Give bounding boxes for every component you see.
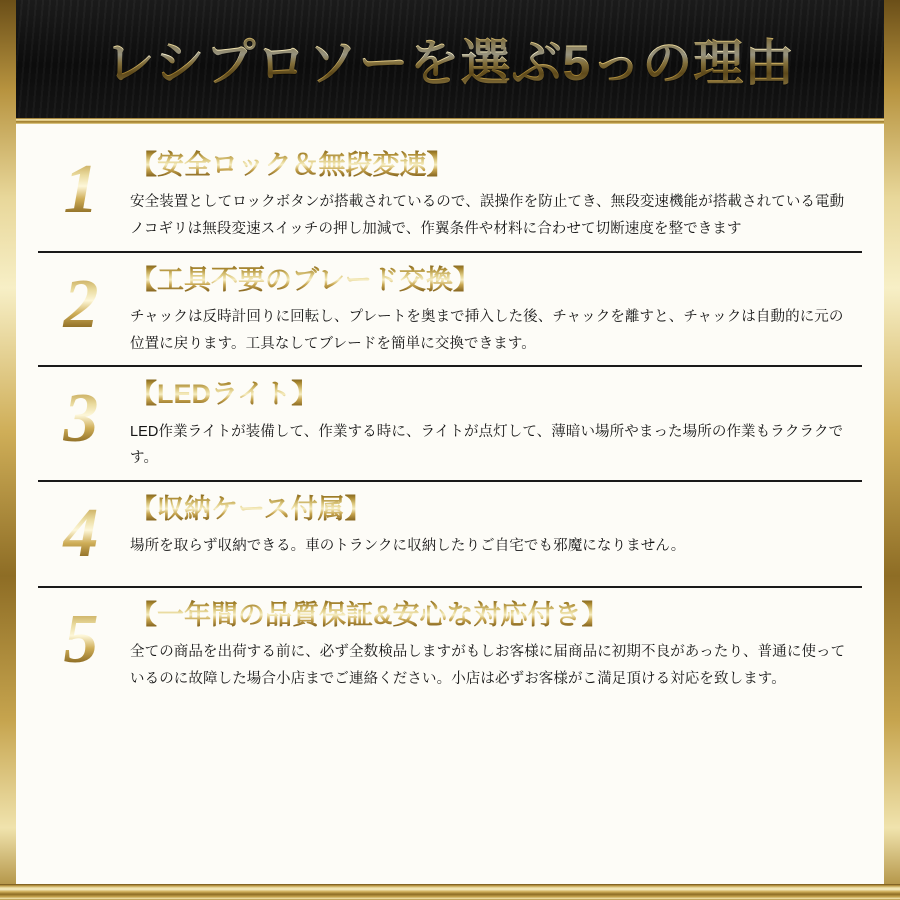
- reason-body: [124, 592, 858, 693]
- frame-right-border: [884, 0, 900, 900]
- reason-number: 3: [38, 371, 124, 463]
- reason-body: [124, 257, 858, 358]
- reason-number: 4: [38, 486, 124, 578]
- reasons-panel: [16, 124, 884, 884]
- reason-number: 2: [38, 257, 124, 349]
- frame-left-border: [0, 0, 16, 900]
- reason-item: [16, 251, 884, 366]
- reason-description: 場所を取らず収納できる。車のトランクに収納したりご自宅でも邪魔になりません。: [130, 538, 686, 555]
- reason-body: [124, 486, 858, 560]
- reason-body: [124, 142, 858, 243]
- reason-description: 安全装置としてロックボタンが搭載されているので、誤操作を防止てき、無段変速機能が搭載されている電動ノコギリは無段変速スイッチの押し加減で、作翼条件や材料に合わせて切断速度を整できます: [130, 194, 845, 237]
- reason-title: 【収納ケース付属】: [130, 492, 858, 527]
- reason-title: 【工具不要のブレード交換】: [130, 263, 858, 298]
- reason-item: [16, 136, 884, 251]
- page-title: レシプロソーを選ぶ5っの理由: [105, 23, 796, 95]
- reason-item: [16, 586, 884, 701]
- reason-description: 全ての商品を出荷する前に、必ず全数検品しますがもしお客様に届商品に初期不良があったり、普通に使っているのに故障した場合小店までご連絡ください。小店は必ずお客様がこ満足頂ける対応を致します。: [130, 643, 846, 687]
- reason-title: 【一年間の品質保証&安心な対応付き】: [130, 598, 858, 633]
- footer-strip: [0, 884, 900, 900]
- header-gold-rule: [0, 118, 900, 124]
- reason-title: 【安全ロック＆無段変速】: [130, 148, 858, 183]
- reason-body: [124, 371, 858, 472]
- reason-description: LED作業ライトが装備して、作業する時に、ライトが点灯して、薄暗い場所やまった場所の作業もラクラクです。: [130, 423, 844, 467]
- reason-description: チャックは反時計回りに回転し、プレートを奥まで挿入した後、チャックを離すと、チャックは自動的に元の位置に戻ります。工具なしてブレードを簡単に交換できます。: [130, 308, 844, 352]
- reason-number: 1: [38, 142, 124, 234]
- reason-item: [16, 365, 884, 480]
- reason-title: 【LEDライト】: [130, 377, 858, 412]
- reason-number: 5: [38, 592, 124, 684]
- page-header: [0, 0, 900, 118]
- reason-item: [16, 480, 884, 586]
